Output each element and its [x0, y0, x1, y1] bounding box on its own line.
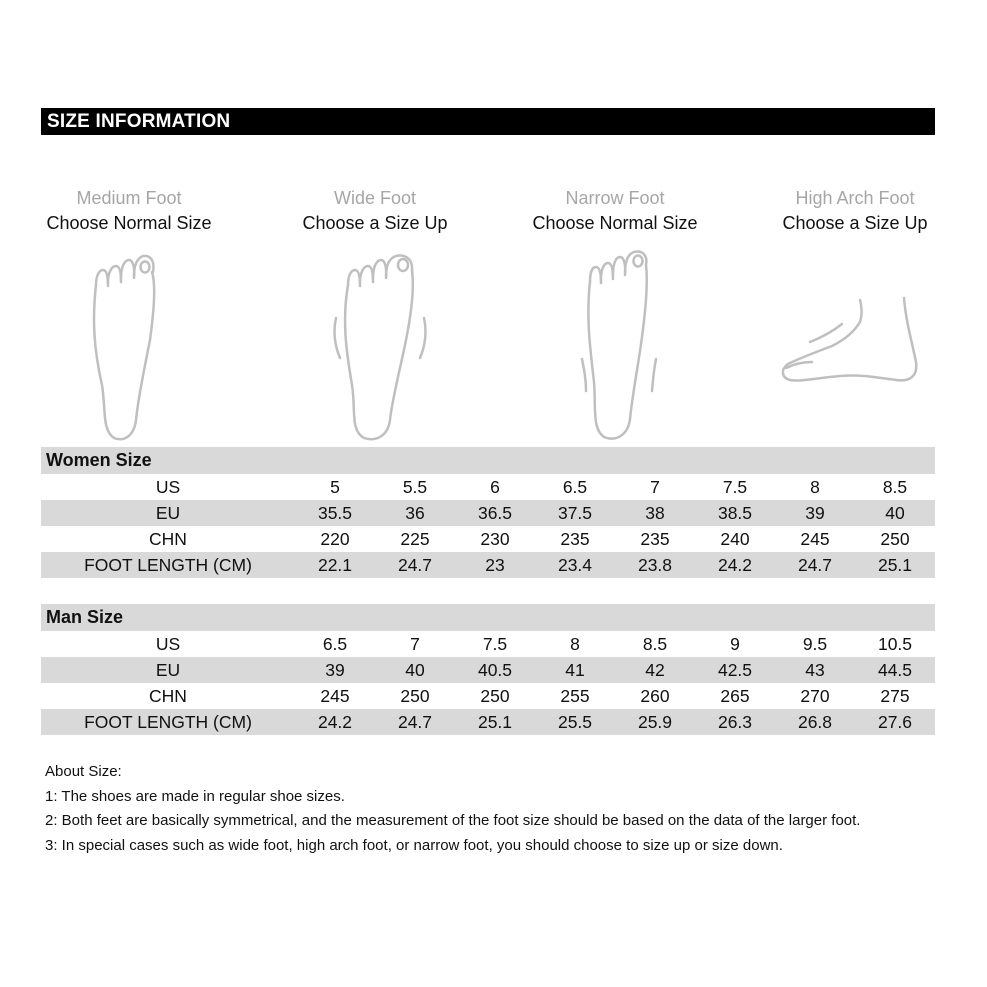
foot-type-advice: Choose Normal Size [46, 213, 212, 233]
table-cell: 37.5 [557, 503, 593, 523]
table-cell: 24.2 [317, 712, 353, 732]
table-cell: 24.7 [797, 555, 833, 575]
table-cell: 23 [485, 555, 505, 575]
foot-type-wide [255, 186, 495, 236]
table-cell: 7 [650, 477, 660, 497]
foot-type-name: Narrow Foot [565, 188, 665, 208]
row-label: FOOT LENGTH (CM) [84, 712, 252, 732]
high-arch-foot-icon [780, 292, 922, 388]
table-cell: 250 [400, 686, 430, 706]
foot-type-advice: Choose Normal Size [532, 213, 698, 233]
table-cell: 6.5 [322, 634, 348, 654]
table-cell: 25.1 [877, 555, 913, 575]
table-row [41, 683, 935, 709]
table-cell: 41 [565, 660, 585, 680]
table-cell: 7.5 [722, 477, 748, 497]
note-item: 2: Both feet are basically symmetrical, and the measurement of the foot size should be based on the data of the larger foot. [45, 812, 861, 829]
table-cell: 250 [880, 529, 910, 549]
table-cell: 275 [880, 686, 910, 706]
notes-heading: About Size: [45, 763, 122, 780]
foot-type-advice: Choose a Size Up [302, 213, 448, 233]
table-cell: 6 [490, 477, 500, 497]
foot-type-medium [9, 186, 249, 236]
table-cell: 270 [800, 686, 830, 706]
table-cell: 5.5 [402, 477, 428, 497]
row-label: FOOT LENGTH (CM) [84, 555, 252, 575]
table-row [41, 500, 935, 526]
table-cell: 9 [730, 634, 740, 654]
table-cell: 7.5 [482, 634, 508, 654]
table-cell: 235 [640, 529, 670, 549]
table-cell: 42 [645, 660, 665, 680]
table-cell: 26.3 [717, 712, 753, 732]
table-cell: 24.7 [397, 555, 433, 575]
table-cell: 22.1 [317, 555, 353, 575]
table-cell: 24.7 [397, 712, 433, 732]
foot-type-name: Wide Foot [333, 188, 417, 208]
table-cell: 24.2 [717, 555, 753, 575]
table-cell: 5 [330, 477, 340, 497]
table-row [41, 657, 935, 683]
row-label: US [155, 477, 181, 497]
women-size-table [41, 447, 935, 578]
man-size-table [41, 604, 935, 735]
table-cell: 225 [400, 529, 430, 549]
table-cell: 8 [810, 477, 820, 497]
table-cell: 44.5 [877, 660, 913, 680]
table-row [41, 709, 935, 735]
table-cell: 40 [885, 503, 905, 523]
table-cell: 42.5 [717, 660, 753, 680]
table-cell: 245 [800, 529, 830, 549]
table-cell: 230 [480, 529, 510, 549]
table-cell: 23.4 [557, 555, 593, 575]
foot-type-name: Medium Foot [76, 188, 182, 208]
row-label: CHN [149, 686, 187, 706]
table-cell: 26.8 [797, 712, 833, 732]
table-cell: 40.5 [477, 660, 513, 680]
table-cell: 220 [320, 529, 350, 549]
table-cell: 260 [640, 686, 670, 706]
table-cell: 9.5 [802, 634, 828, 654]
table-row [41, 631, 935, 657]
table-cell: 8 [570, 634, 580, 654]
wide-foot-icon [330, 250, 430, 442]
table-cell: 36 [405, 503, 425, 523]
note-item: 1: The shoes are made in regular shoe sizes. [45, 787, 345, 805]
narrow-foot-icon [578, 247, 660, 443]
table-cell: 8.5 [642, 634, 668, 654]
banner-title: SIZE INFORMATION [47, 111, 231, 132]
table-cell: 235 [560, 529, 590, 549]
row-label: CHN [149, 529, 187, 549]
table-cell: 23.8 [637, 555, 673, 575]
table-cell: 38 [645, 503, 665, 523]
table-row [41, 526, 935, 552]
table-cell: 250 [480, 686, 510, 706]
table-cell: 265 [720, 686, 750, 706]
foot-type-high-arch [735, 186, 975, 236]
table-cell: 39 [805, 503, 825, 523]
size-information-banner [41, 108, 935, 135]
table-cell: 39 [325, 660, 345, 680]
table-cell: 43 [805, 660, 825, 680]
table-cell: 25.9 [637, 712, 673, 732]
foot-type-name: High Arch Foot [795, 188, 915, 208]
row-label: US [155, 634, 181, 654]
table-cell: 35.5 [317, 503, 353, 523]
table-cell: 6.5 [562, 477, 588, 497]
table-cell: 36.5 [477, 503, 513, 523]
women-size-heading: Women Size [41, 447, 935, 474]
table-row [41, 552, 935, 578]
table-cell: 10.5 [877, 634, 913, 654]
about-size-notes [45, 760, 860, 858]
man-size-heading: Man Size [41, 604, 935, 631]
table-cell: 245 [320, 686, 350, 706]
table-cell: 25.1 [477, 712, 513, 732]
row-label: EU [155, 503, 181, 523]
table-cell: 25.5 [557, 712, 593, 732]
foot-type-advice: Choose a Size Up [782, 213, 928, 233]
table-cell: 255 [560, 686, 590, 706]
medium-foot-icon [88, 250, 163, 442]
note-item: 3: In special cases such as wide foot, high arch foot, or narrow foot, you should choose to size up or size down. [45, 836, 783, 854]
table-cell: 240 [720, 529, 750, 549]
foot-type-narrow [495, 186, 735, 236]
table-cell: 27.6 [877, 712, 913, 732]
table-row [41, 474, 935, 500]
table-cell: 7 [410, 634, 420, 654]
table-cell: 40 [405, 660, 425, 680]
table-cell: 8.5 [882, 477, 908, 497]
row-label: EU [155, 660, 181, 680]
table-cell: 38.5 [717, 503, 753, 523]
